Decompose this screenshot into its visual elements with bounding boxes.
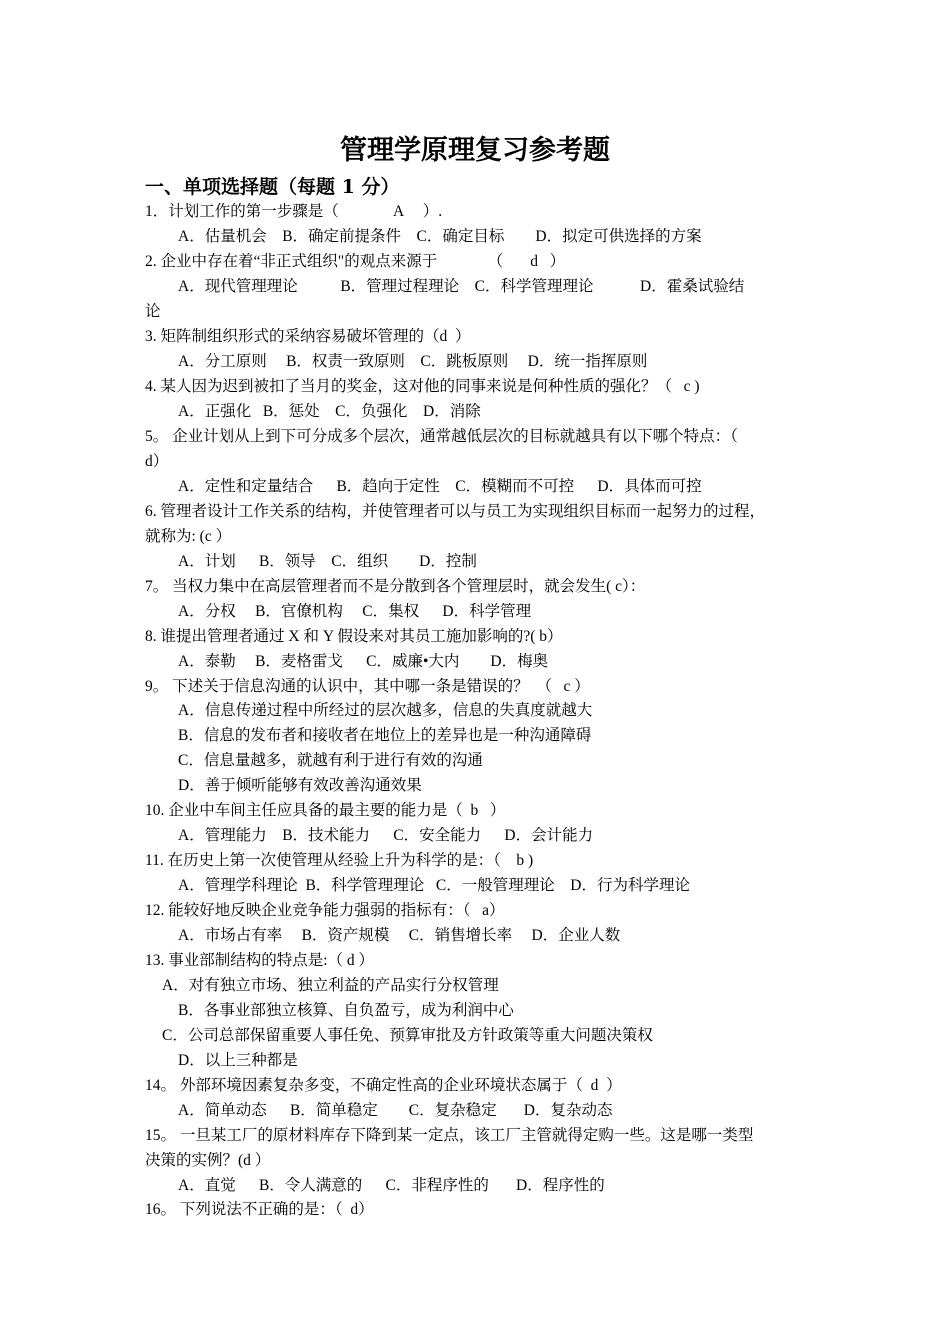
question-line: 14。 外部环境因素复杂多变，不确定性高的企业环境状态属于（ d ） — [145, 1077, 622, 1094]
option-line: A．估量机会 B．确定前提条件 C．确定目标 D．拟定可供选择的方案 — [178, 228, 702, 245]
question-line-continuation: 决策的实例？(d ） — [145, 1152, 271, 1169]
section-heading: 一、单项选择题（每题 1 分） — [145, 176, 400, 198]
option-line: C．公司总部保留重要人事任免、预算审批及方针政策等重大问题决策权 — [162, 1027, 653, 1044]
option-line: B．信息的发布者和接收者在地位上的差异也是一种沟通障碍 — [178, 727, 592, 744]
option-line: A．分工原则 B．权责一致原则 C．跳板原则 D．统一指挥原则 — [178, 353, 648, 370]
question-line: 16。 下列说法不正确的是：（ d） — [145, 1201, 374, 1218]
option-line: A．信息传递过程中所经过的层次越多，信息的失真度就越大 — [178, 702, 593, 719]
question-line-continuation: d） — [145, 453, 169, 470]
question-line: 2. 企业中存在着“非正式组织"的观点来源于 （ d ） — [145, 253, 566, 270]
page-title: 管理学原理复习参考题 — [340, 135, 610, 166]
option-line: C．信息量越多，就越有利于进行有效的沟通 — [178, 752, 483, 769]
question-line: 11. 在历史上第一次使管理从经验上升为科学的是：（ b ) — [145, 852, 534, 869]
question-line: 7。 当权力集中在高层管理者而不是分散到各个管理层时，就会发生( c）： — [145, 578, 646, 595]
option-line: A．市场占有率 B．资产规模 C．销售增长率 D．企业人数 — [178, 927, 621, 944]
option-line: B．各事业部独立核算、自负盈亏，成为利润中心 — [178, 1002, 514, 1019]
option-line: A．直觉 B．令人满意的 C．非程序性的 D．程序性的 — [178, 1177, 605, 1194]
question-line: 6. 管理者设计工作关系的结构，并使管理者可以与员工为实现组织目标而一起努力的过程， — [145, 503, 766, 520]
option-line: A．简单动态 B．简单稳定 C．复杂稳定 D．复杂动态 — [178, 1102, 613, 1119]
option-line: A．泰勒 B．麦格雷戈 C．威廉•大内 D．梅奥 — [178, 653, 549, 670]
option-line: D．善于倾听能够有效改善沟通效果 — [178, 777, 422, 794]
question-line: 10. 企业中车间主任应具备的最主要的能力是（ b ） — [145, 802, 506, 819]
option-line: A．现代管理理论 B．管理过程理论 C．科学管理理论 D．霍桑试验结 — [178, 278, 745, 295]
question-line: 9。 下述关于信息沟通的认识中，其中哪一条是错误的？ （ c ） — [145, 678, 590, 695]
option-line: A．定性和定量结合 B．趋向于定性 C．模糊而不可控 D．具体而可控 — [178, 478, 702, 495]
option-line: A．计划 B．领导 C．组织 D．控制 — [178, 553, 477, 570]
option-line-continuation: 论 — [145, 303, 161, 320]
option-line: D．以上三种都是 — [178, 1052, 298, 1069]
question-line: 13. 事业部制结构的特点是:（ d ） — [145, 952, 375, 969]
option-line: A．分权 B．官僚机构 C．集权 D．科学管理 — [178, 603, 532, 620]
question-line: 12. 能较好地反映企业竞争能力强弱的指标有：（ a） — [145, 902, 505, 919]
option-line: A．正强化 B．惩处 C．负强化 D．消除 — [178, 403, 481, 420]
question-line: 5。 企业计划从上到下可分成多个层次，通常越低层次的目标就越具有以下哪个特点：（ — [145, 428, 738, 445]
question-line: 1．计划工作的第一步骤是（ A ）. — [145, 203, 443, 220]
question-line: 8. 谁提出管理者通过 X 和 Y 假设来对其员工施加影响的?( b） — [145, 628, 563, 645]
option-line: A．管理学科理论 B．科学管理理论 C．一般管理理论 D．行为科学理论 — [178, 877, 690, 894]
question-line: 15。 一旦某工厂的原材料库存下降到某一定点，该工厂主管就得定购一些。这是哪一类型 — [145, 1127, 754, 1144]
question-line-continuation: 就称为: (c ） — [145, 528, 232, 545]
option-line: A．管理能力 B．技术能力 C．安全能力 D．会计能力 — [178, 827, 594, 844]
question-line: 3. 矩阵制组织形式的采纳容易破坏管理的（d ） — [145, 328, 471, 345]
option-line: A．对有独立市场、独立利益的产品实行分权管理 — [162, 977, 499, 994]
question-line: 4. 某人因为迟到被扣了当月的奖金，这对他的同事来说是何种性质的强化？（ c ) — [145, 378, 700, 395]
